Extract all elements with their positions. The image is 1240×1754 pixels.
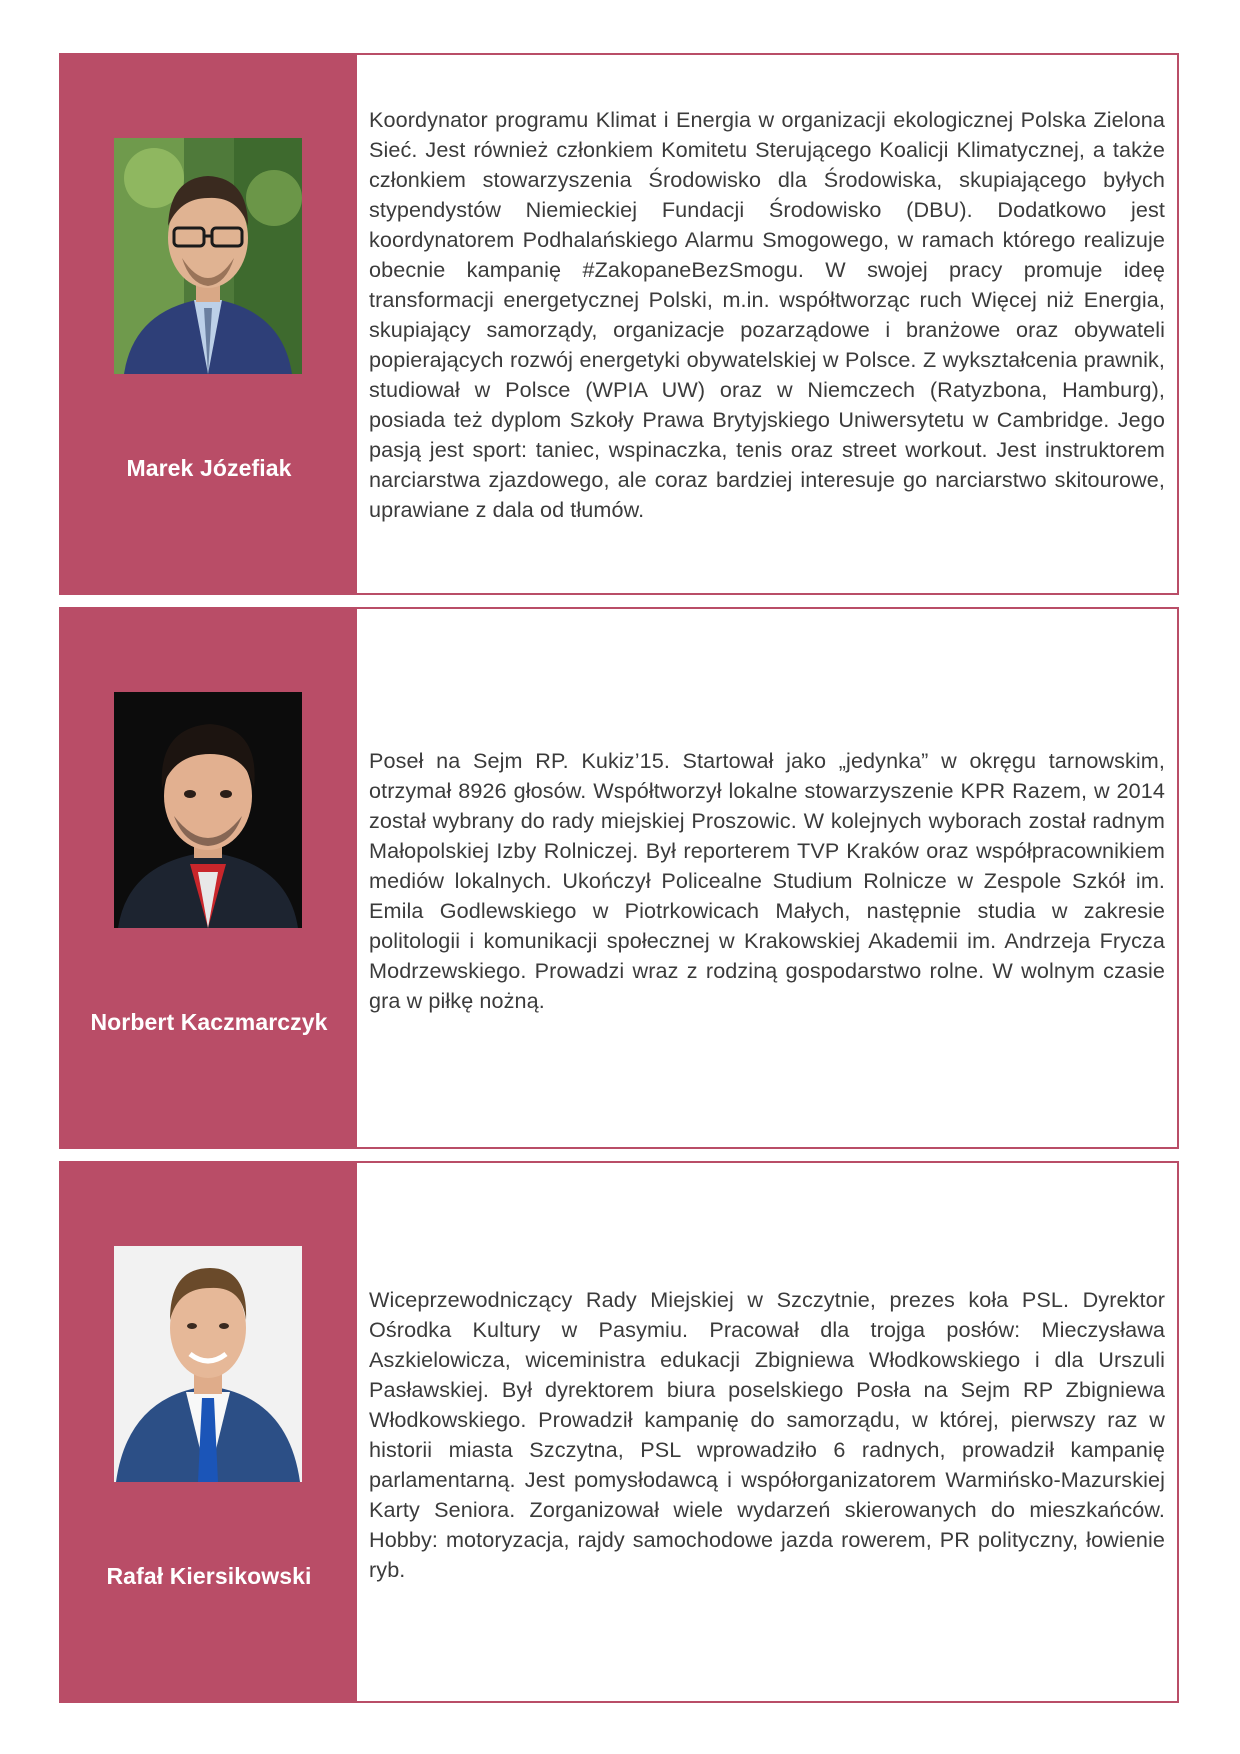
bio-section	[357, 1163, 1177, 1701]
profile-photo	[114, 692, 302, 928]
profile-photo	[114, 138, 302, 374]
profile-card	[59, 607, 1179, 1149]
bio-section	[357, 609, 1177, 1147]
person-bio: Koordynator programu Klimat i Energia w organizacji ekologicznej Polska Zielona Sieć. Jest również członkiem Komitetu Sterującego Koalicji Klimatycznej, a także członkiem stowarzyszenia Środowisko dla Środowiska, skupiającego byłych stypendystów Niemieckiej Fundacji Środowisko (DBU). Dodatkowo jest koordynatorem Podhalańskiego Alarmu Smogowego, w ramach którego realizuje obecnie kampanię #ZakopaneBezSmogu. W swojej pracy promuje ideę transformacji energetycznej Polski, m.in. współtworząc ruch Więcej niż Energia, skupiający samorządy, organizacje pozarządowe i branżowe oraz obywateli popierających rozwój energetyki obywatelskiej w Polsce. Z wykształcenia prawnik, studiował w Polsce (WPIA UW) oraz w Niemczech (Ratyzbona, Hamburg), posiada też dyplom Szkoły Prawa Brytyjskiego Uniwersytetu w Cambridge. Jego pasją jest sport: taniec, wspinaczka, tenis oraz street workout. Jest instruktorem narciarstwa zjazdowego, ale coraz bardziej interesuje go narciarstwo skitourowe, uprawiane z dala od tłumów.	[369, 107, 1165, 522]
profile-card	[59, 53, 1179, 595]
person-name: Norbert Kaczmarczyk	[90, 1009, 328, 1035]
profile-sidebar	[61, 55, 357, 593]
person-name: Rafał Kiersikowski	[106, 1563, 312, 1589]
profile-card	[59, 1161, 1179, 1703]
profile-sidebar	[61, 1163, 357, 1701]
profile-sidebar	[61, 609, 357, 1147]
bio-section	[357, 55, 1177, 593]
person-name: Marek Józefiak	[126, 455, 292, 481]
person-bio: Poseł na Sejm RP. Kukiz’15. Startował jako „jedynka” w okręgu tarnowskim, otrzymał 8926 głosów. Współtworzył lokalne stowarzyszenie KPR Razem, w 2014 został wybrany do rady miejskiej Proszowic. W kolejnych wyborach został radnym Małopolskiej Izby Rolniczej. Był reporterem TVP Kraków oraz współpracownikiem mediów lokalnych. Ukończył Policealne Studium Rolnicze w Zespole Szkół im. Emila Godlewskiego w Piotrkowicach Małych, następnie studia w zakresie politologii i komunikacji społecznej w Krakowskiej Akademii im. Andrzeja Frycza Modrzewskiego. Prowadzi wraz z rodziną gospodarstwo rolne. W wolnym czasie gra w piłkę nożną.	[369, 748, 1165, 1013]
profile-photo	[114, 1246, 302, 1482]
person-bio: Wiceprzewodniczący Rady Miejskiej w Szczytnie, prezes koła PSL. Dyrektor Ośrodka Kultury w Pasymiu. Pracował dla trojga posłów: Mieczysława Aszkielowicza, wiceministra edukacji Zbigniewa Włodkowskiego i dla Urszuli Pasławskiej. Był dyrektorem biura poselskiego Posła na Sejm RP Zbigniewa Włodkowskiego. Prowadził kampanię do samorządu, w której, pierwszy raz w historii miasta Szczytna, PSL wprowadziło 6 radnych, prowadził kampanię parlamentarną. Jest pomysłodawcą i współorganizatorem Warmińsko-Mazurskiej Karty Seniora. Zorganizował wiele wydarzeń skierowanych do mieszkańców. Hobby: motoryzacja, rajdy samochodowe jazda rowerem, PR polityczny, łowienie ryb.	[369, 1287, 1165, 1582]
